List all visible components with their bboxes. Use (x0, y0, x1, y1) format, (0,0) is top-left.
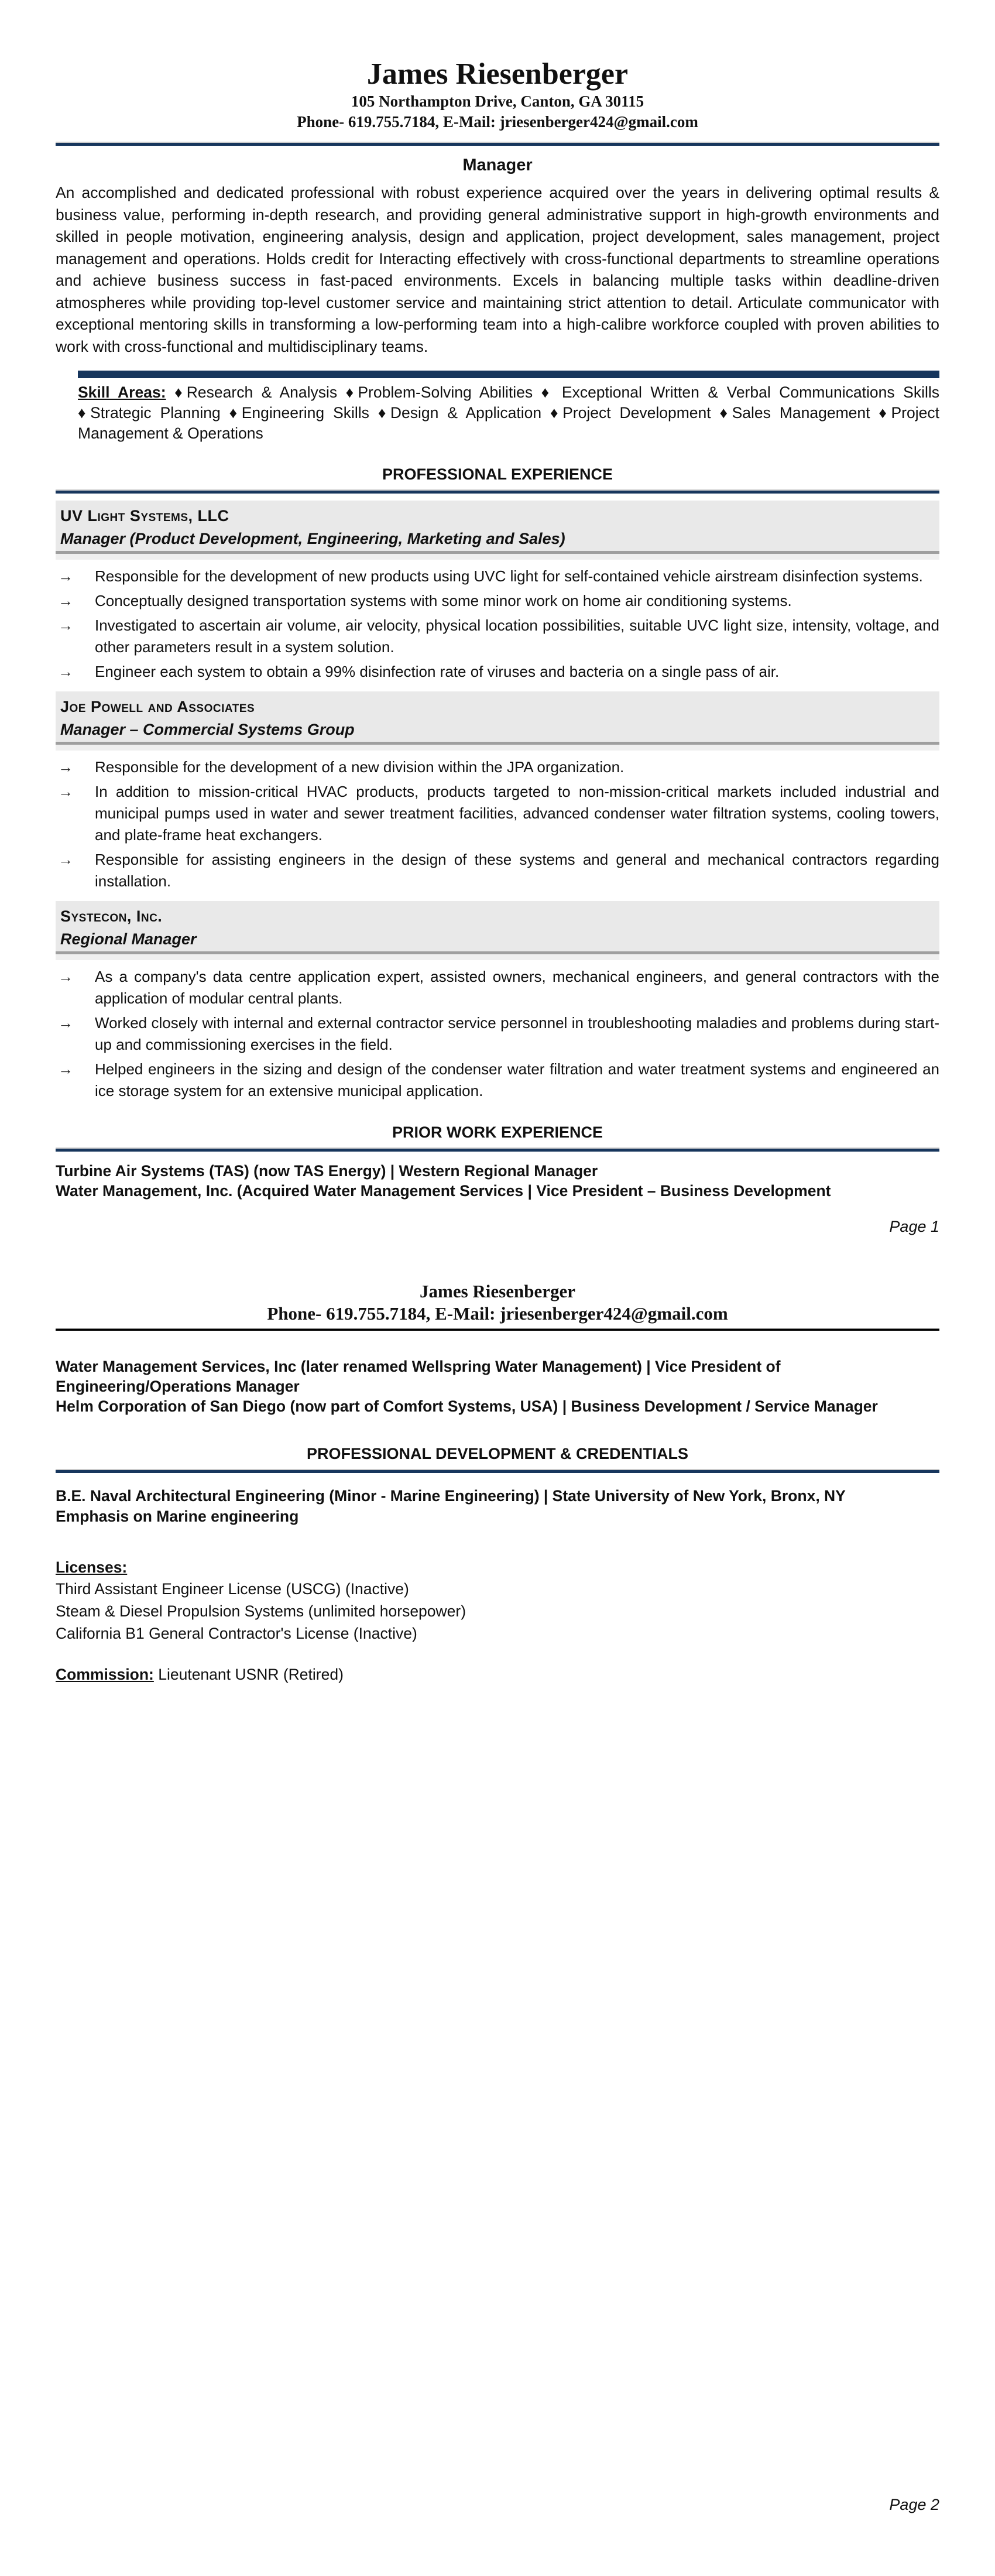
arrow-bullet-icon: → (58, 1014, 73, 1032)
bullet-text: Responsible for the development of new products using UVC light for self-contained vehicle airstream disinfection systems. (95, 567, 923, 585)
licenses-list (56, 1578, 939, 1645)
prior-work-continued-list (56, 1356, 939, 1416)
licenses-label: Licenses: (56, 1558, 128, 1576)
bullet-item (56, 966, 939, 1009)
education-line: Emphasis on Marine engineering (56, 1508, 299, 1525)
arrow-bullet-icon: → (58, 968, 73, 985)
credentials-divider (56, 1469, 939, 1473)
bullet-item (56, 1059, 939, 1102)
bullet-text: Worked closely with internal and external contractor service personnel in troubleshooting maladies and problems during start-up and commissioning exercises in the field. (95, 1014, 939, 1053)
summary-paragraph: An accomplished and dedicated professional with robust experience acquired over the years in delivering optimal results & business value, performing in-depth research, and providing general administrative support in high-growth environments and skilled in people motivation, engineering analysis, design and application, project development, sales management, project management and operations. Holds credit for Interacting effectively with cross-functional departments to streamline operations and achieve business success in fast-paced environments. Excels in balancing multiple tasks within deadline-driven atmospheres while providing top-level customer service and maintaining strict attention to detail. Articulate communicator with exceptional mentoring skills in transforming a low-performing team into a high-calibre workforce coupled with proven abilities to work with cross-functional and multidisciplinary teams. (56, 184, 939, 355)
commission-line (56, 1664, 939, 1685)
candidate-name: James Riesenberger (366, 57, 629, 91)
skill-areas-text (78, 382, 939, 444)
arrow-bullet-icon: → (58, 758, 73, 776)
company-header-systecon (56, 901, 939, 954)
job-title: Manager (Product Development, Engineering, Marketing and Sales) (60, 530, 565, 547)
company-header-uv-light-systems (56, 501, 939, 554)
education-list (56, 1486, 939, 1527)
candidate-name-page2: James Riesenberger (420, 1281, 575, 1301)
company-name: UV Light Systems, LLC (60, 507, 229, 525)
bullet-item (56, 590, 939, 612)
professional-experience-heading: PROFESSIONAL EXPERIENCE (382, 465, 613, 483)
prior-work-entry: Turbine Air Systems (TAS) (now TAS Energy) | Western Regional Manager (56, 1162, 598, 1180)
bullet-item (56, 1012, 939, 1056)
company-name: Joe Powell and Associates (60, 698, 255, 715)
bullet-item (56, 615, 939, 658)
arrow-bullet-icon: → (58, 851, 73, 868)
commission-value: Lieutenant USNR (Retired) (158, 1666, 344, 1683)
prior-work-entry: Water Management Services, Inc (later renamed Wellspring Water Management) | Vice President of Engineering/Operations Manager (56, 1358, 781, 1395)
job-title: Regional Manager (60, 930, 197, 948)
bullet-item (56, 661, 939, 683)
prior-work-list (56, 1161, 939, 1201)
bullet-text: Investigated to ascertain air volume, air velocity, physical location possibilities, suitable UVC light size, intensity, voltage, and other parameters result in a system solution. (95, 616, 939, 656)
arrow-bullet-icon: → (58, 592, 73, 609)
document-title: Manager (462, 156, 533, 174)
credentials-heading: PROFESSIONAL DEVELOPMENT & CREDENTIALS (306, 1445, 689, 1462)
header-divider (56, 142, 939, 146)
job-bullet-list (56, 756, 939, 892)
bullet-text: Responsible for assisting engineers in the design of these systems and general and mechanical contractors regarding installation. (95, 851, 939, 890)
license-entry: Third Assistant Engineer License (USCG) (Inactive) (56, 1580, 409, 1598)
company-name: Systecon, Inc. (60, 907, 163, 925)
bullet-text: Responsible for the development of a new division within the JPA organization. (95, 758, 625, 776)
job-bullet-list (56, 966, 939, 1102)
prior-work-entry: Helm Corporation of San Diego (now part of Comfort Systems, USA) | Business Development / Service Manager (56, 1397, 878, 1415)
contact-line-page2: Phone- 619.755.7184, E-Mail: jriesenberger424@gmail.com (267, 1303, 728, 1324)
company-header-joe-powell (56, 691, 939, 745)
bullet-item (56, 566, 939, 587)
page-1-label: Page 1 (889, 1218, 939, 1235)
arrow-bullet-icon: → (58, 663, 73, 680)
license-entry: Steam & Diesel Propulsion Systems (unlimited horsepower) (56, 1602, 466, 1620)
bullet-text: As a company's data centre application expert, assisted owners, mechanical engineers, and general contractors with the application of modular central plants. (95, 968, 939, 1007)
page2-header-divider (56, 1328, 939, 1331)
page-2 (0, 1236, 995, 1685)
bullet-item (56, 756, 939, 778)
prior-work-entry: Water Management, Inc. (Acquired Water Management Services | Vice President – Business Development (56, 1182, 831, 1200)
prior-work-divider (56, 1147, 939, 1152)
arrow-bullet-icon: → (58, 567, 73, 585)
page-2-label: Page 2 (889, 2496, 939, 2513)
skill-areas-top-bar (78, 371, 939, 378)
bullet-text: Conceptually designed transportation systems with some minor work on home air conditioning systems. (95, 592, 792, 609)
commission-label: Commission: (56, 1666, 154, 1683)
professional-experience-divider (56, 489, 939, 494)
contact-line: Phone- 619.755.7184, E-Mail: jriesenberger424@gmail.com (297, 113, 698, 131)
arrow-bullet-icon: → (58, 783, 73, 800)
arrow-bullet-icon: → (58, 1060, 73, 1078)
skill-areas-label: Skill Areas: (78, 383, 166, 401)
bullet-text: Helped engineers in the sizing and design of the condenser water filtration and water treatment systems and engineered an ice storage system for an extensive municipal application. (95, 1060, 939, 1099)
job-title: Manager – Commercial Systems Group (60, 721, 355, 738)
education-line: B.E. Naval Architectural Engineering (Minor - Marine Engineering) | State University of New York, Bronx, NY (56, 1487, 846, 1505)
prior-work-heading: PRIOR WORK EXPERIENCE (392, 1123, 603, 1141)
address-line: 105 Northampton Drive, Canton, GA 30115 (351, 93, 644, 110)
job-bullet-list (56, 566, 939, 683)
page-1 (0, 0, 995, 1236)
skill-areas-block (78, 371, 939, 444)
arrow-bullet-icon: → (58, 616, 73, 634)
bullet-item (56, 849, 939, 892)
bullet-text: Engineer each system to obtain a 99% disinfection rate of viruses and bacteria on a single pass of air. (95, 663, 780, 680)
bullet-text: In addition to mission-critical HVAC products, products targeted to non-mission-critical markets included industrial and municipal pumps used in water and sewer treatment facilities, advanced condenser water filtration systems, cooling towers, and plate-frame heat exchangers. (95, 783, 939, 844)
license-entry: California B1 General Contractor's License (Inactive) (56, 1625, 417, 1642)
skill-areas-items: ♦Research & Analysis ♦Problem-Solving Abilities ♦ Exceptional Written & Verbal Communications Skills ♦Strategic Planning ♦Engineering Skills ♦Design & Application ♦Project Development ♦Sales Management ♦Project Management & Operations (78, 383, 939, 442)
bullet-item (56, 781, 939, 846)
